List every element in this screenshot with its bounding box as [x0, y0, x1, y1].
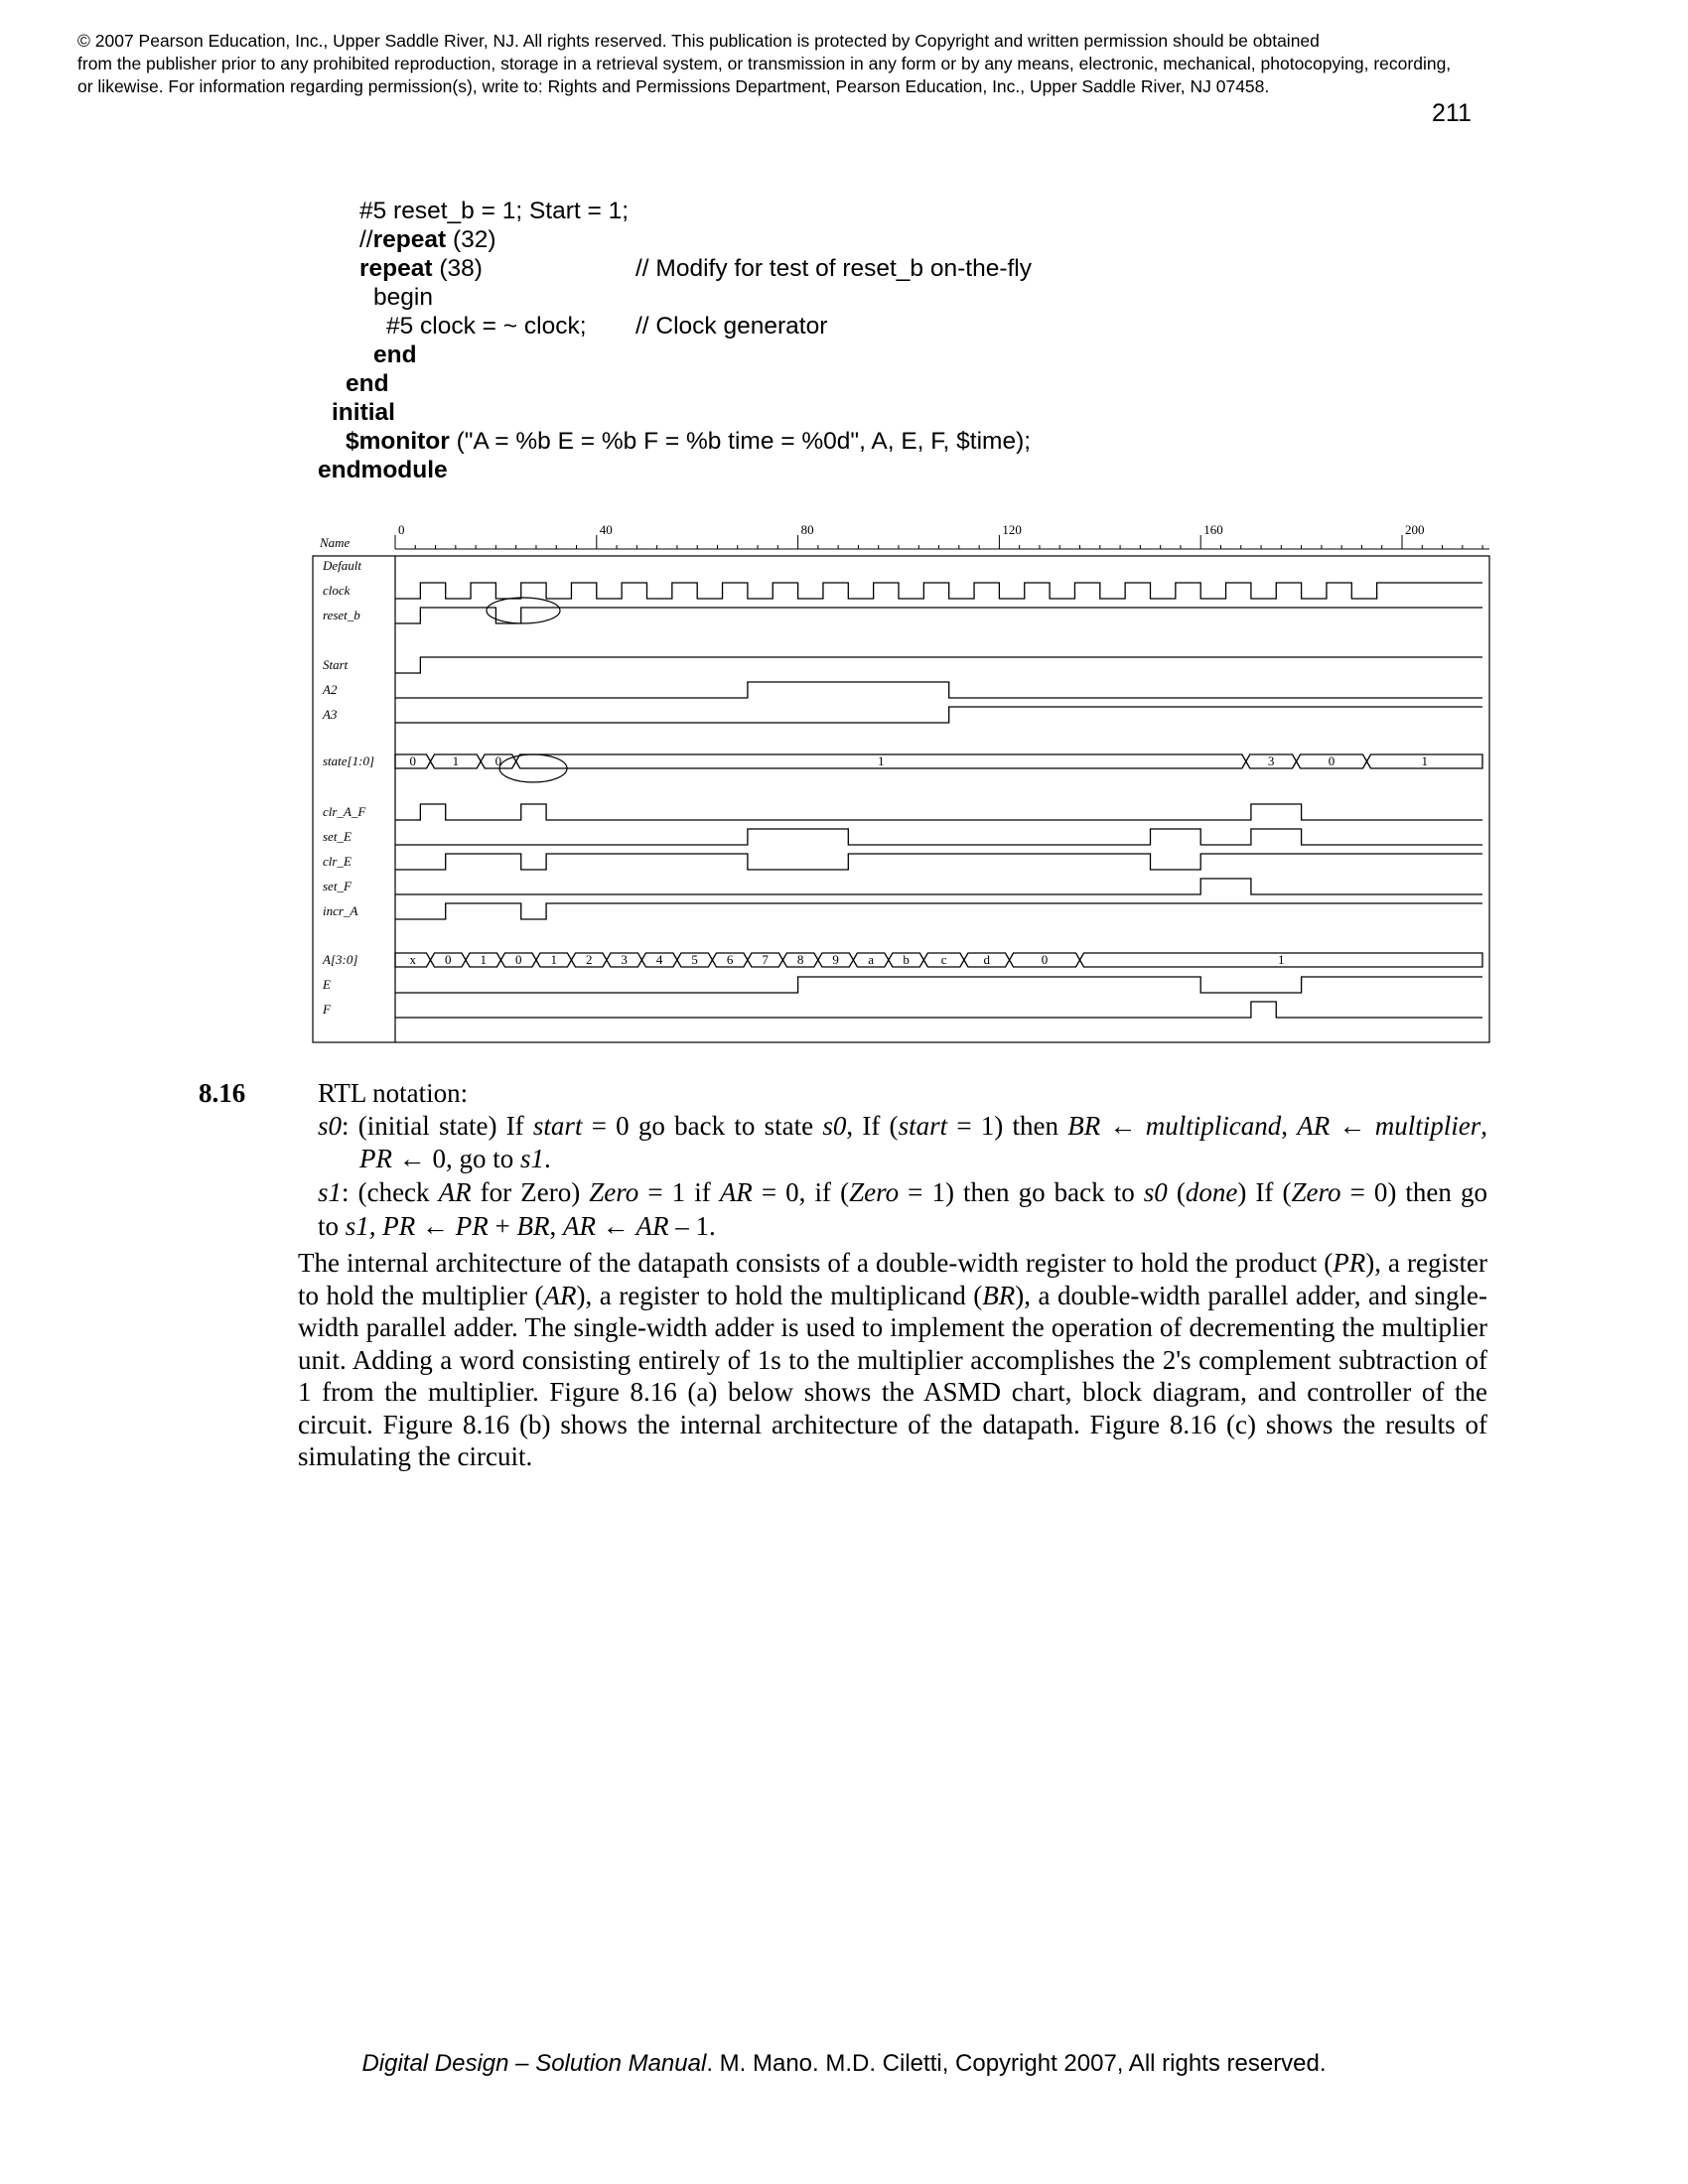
time-tick-label: 120	[1002, 522, 1022, 537]
signal-name: clr_E	[323, 854, 352, 869]
reset-highlight-circle	[487, 598, 560, 623]
bus-value: 1	[452, 753, 460, 768]
bus-value: a	[868, 952, 875, 967]
rtl-heading: RTL notation:	[318, 1078, 469, 1108]
copyright-line: from the publisher prior to any prohibited reproduction, storage in a retrieval system, or transmission in any form or by any means, electronic, mechanical, photocopying, recording,	[77, 54, 1452, 73]
bus-value: 7	[762, 952, 769, 967]
copyright-line: © 2007 Pearson Education, Inc., Upper Saddle River, NJ. All rights reserved. This publication is protected by Copyright and written permission should be obtained	[77, 31, 1320, 51]
bus-value: x	[409, 952, 416, 967]
signal-name: E	[323, 977, 331, 992]
time-tick-label: 40	[599, 522, 613, 537]
bus-value: 1	[1278, 952, 1285, 967]
signal-name-column	[322, 558, 374, 1017]
name-column-header: Name	[320, 535, 351, 550]
bus-value: 0	[409, 753, 416, 768]
e-trace	[395, 977, 1482, 993]
signal-name: incr_A	[323, 903, 358, 918]
signal-name: state[1:0]	[323, 753, 374, 768]
start-trace	[395, 657, 1482, 673]
code-line: begin	[373, 284, 433, 311]
copyright-line: or likewise. For information regarding permission(s), write to: Rights and Permissions Department, Pearson Education, Inc., Upper Saddle River, NJ 07458.	[77, 76, 1270, 96]
code-comment: // Clock generator	[635, 313, 828, 340]
bus-value: 2	[585, 952, 593, 967]
f-trace	[395, 1002, 1482, 1018]
code-line: //repeat (32)	[359, 226, 496, 253]
time-tick-label: 0	[398, 522, 405, 537]
code-line: end	[373, 341, 417, 368]
code-line: repeat (38)	[359, 255, 483, 282]
set-f-trace	[395, 879, 1482, 894]
bus-value: c	[940, 952, 947, 967]
signal-name: set_E	[323, 829, 352, 844]
a2-trace	[395, 682, 1482, 698]
bus-value-labels	[409, 753, 1428, 967]
time-tick-label: 160	[1203, 522, 1223, 537]
bus-value: d	[983, 952, 990, 967]
signal-name: F	[323, 1002, 331, 1017]
rtl-s1-line1: s1: (check AR for Zero) Zero = 1 if AR = 0, if (Zero = 1) then go back to s0 (done) If (Zero = 0) then go	[318, 1177, 1487, 1207]
page-number: 211	[1432, 99, 1472, 127]
bus-value: 1	[550, 952, 557, 967]
bus-value: 1	[878, 753, 885, 768]
bus-value: 6	[726, 952, 734, 967]
bus-value: 0	[1328, 753, 1336, 768]
simulation-waveform	[298, 521, 1499, 1047]
bus-value: 1	[480, 952, 487, 967]
code-line: initial	[332, 399, 395, 426]
code-line: $monitor ("A = %b E = %b F = %b time = %0d", A, E, F, $time);	[346, 428, 1032, 455]
signal-name: Start	[323, 657, 349, 672]
time-tick-label: 80	[800, 522, 814, 537]
datapath-description: The internal architecture of the datapath consists of a double-width register to hold the product (PR), a register to hold the multiplier (AR), a register to hold the multiplicand (BR), a double-width parallel adder, and single-width parallel adder. The single-width adder is used to implement the operation of decrementing the multiplier unit. Adding a word consisting entirely of 1s to the multiplier accomplishes the 2's complement subtraction of 1 from the multiplier. Figure 8.16 (a) below shows the ASMD chart, block diagram, and controller of the circuit. Figure 8.16 (b) shows the internal architecture of the datapath. Figure 8.16 (c) shows the results of simulating the circuit.	[298, 1248, 1488, 1471]
bus-value: 9	[832, 952, 839, 967]
bus-value: 0	[1041, 952, 1049, 967]
bus-value: 1	[1421, 753, 1429, 768]
bus-value: 0	[494, 753, 502, 768]
code-line: end	[346, 370, 389, 397]
signal-name: clock	[323, 583, 351, 598]
bus-value: b	[903, 952, 910, 967]
time-axis	[395, 522, 1489, 549]
signal-name: reset_b	[323, 608, 360, 622]
page-footer: Digital Design – Solution Manual. M. Mano. M.D. Ciletti, Copyright 2007, All rights reserved.	[361, 2050, 1327, 2077]
clock-trace	[395, 583, 1482, 599]
incr-a-trace	[395, 903, 1482, 919]
a3-trace	[395, 707, 1482, 723]
bus-value: 8	[796, 952, 804, 967]
signal-name: A[3:0]	[323, 952, 358, 967]
signal-name: set_F	[323, 879, 352, 893]
time-tick-label: 200	[1405, 522, 1425, 537]
bus-value: 0	[444, 952, 452, 967]
bus-value: 3	[1267, 753, 1275, 768]
signal-name: Default	[323, 558, 361, 573]
copyright-notice	[77, 30, 1626, 98]
problem-number: 8.16	[199, 1078, 246, 1108]
signal-name: A3	[323, 707, 338, 722]
rtl-s0-line1: s0: (initial state) If start = 0 go back to state s0, If (start = 1) then BR ← multiplicand, AR ← multiplier,	[318, 1111, 1487, 1141]
reset-b-trace	[395, 608, 1482, 623]
bus-value: 0	[514, 952, 522, 967]
signal-name: A2	[323, 682, 338, 697]
a-bus-trace	[395, 953, 1482, 967]
code-line: #5 clock = ~ clock;	[386, 313, 587, 340]
code-line: #5 reset_b = 1; Start = 1;	[359, 198, 630, 224]
bus-value: 5	[691, 952, 698, 967]
rtl-s1-line2: to s1, PR ← PR + BR, AR ← AR – 1.	[318, 1211, 716, 1241]
set-e-trace	[395, 829, 1482, 845]
state-bus-trace	[395, 754, 1482, 768]
bus-value: 3	[621, 952, 628, 967]
bus-value: 4	[655, 952, 663, 967]
rtl-s0-line2: PR ← 0, go to s1.	[359, 1144, 551, 1173]
code-line: endmodule	[318, 457, 448, 483]
code-comment: // Modify for test of reset_b on-the-fly	[635, 255, 1032, 282]
clr-e-trace	[395, 854, 1482, 870]
signal-name: clr_A_F	[323, 804, 366, 819]
signal-traces	[395, 583, 1482, 1018]
clr-a-f-trace	[395, 804, 1482, 820]
